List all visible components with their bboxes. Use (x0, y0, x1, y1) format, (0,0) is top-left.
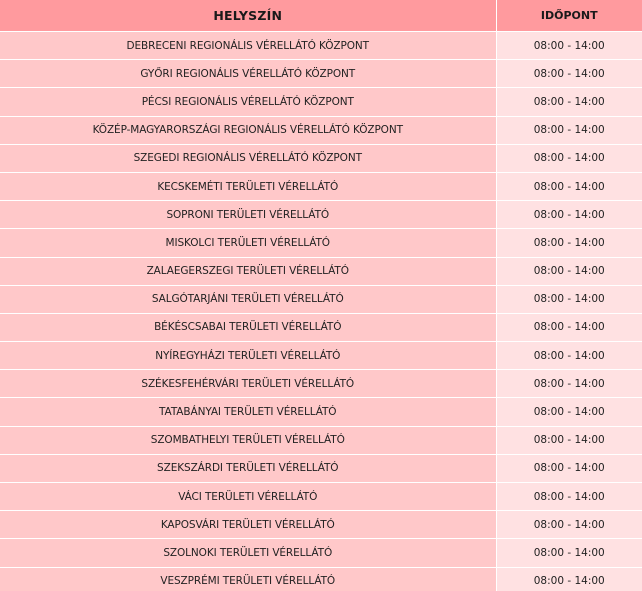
location-cell: ZALAEGERSZEGI TERÜLETI VÉRELLÁTÓ (0, 257, 496, 285)
table-row (0, 285, 642, 313)
location-cell: VÁCI TERÜLETI VÉRELLÁTÓ (0, 483, 496, 511)
time-cell: 08:00 - 14:00 (496, 511, 642, 539)
time-cell: 08:00 - 14:00 (496, 567, 642, 591)
table-row (0, 257, 642, 285)
table-row (0, 201, 642, 229)
time-column-header: IDŐPONT (496, 0, 642, 32)
table-row (0, 483, 642, 511)
time-cell: 08:00 - 14:00 (496, 426, 642, 454)
location-cell: SOPRONI TERÜLETI VÉRELLÁTÓ (0, 201, 496, 229)
time-cell: 08:00 - 14:00 (496, 172, 642, 200)
time-cell: 08:00 - 14:00 (496, 32, 642, 60)
table-row (0, 342, 642, 370)
time-cell: 08:00 - 14:00 (496, 229, 642, 257)
location-cell: SZEKSZÁRDI TERÜLETI VÉRELLÁTÓ (0, 454, 496, 482)
location-cell: BÉKÉSCSABAI TERÜLETI VÉRELLÁTÓ (0, 313, 496, 341)
table-row (0, 60, 642, 88)
time-cell: 08:00 - 14:00 (496, 342, 642, 370)
location-cell: KAPOSVÁRI TERÜLETI VÉRELLÁTÓ (0, 511, 496, 539)
location-cell: NYÍREGYHÁZI TERÜLETI VÉRELLÁTÓ (0, 342, 496, 370)
time-cell: 08:00 - 14:00 (496, 370, 642, 398)
time-cell: 08:00 - 14:00 (496, 257, 642, 285)
table-row (0, 567, 642, 591)
location-cell: VESZPRÉMI TERÜLETI VÉRELLÁTÓ (0, 567, 496, 591)
time-cell: 08:00 - 14:00 (496, 88, 642, 116)
location-cell: GYŐRI REGIONÁLIS VÉRELLÁTÓ KÖZPONT (0, 60, 496, 88)
location-cell: KÖZÉP-MAGYARORSZÁGI REGIONÁLIS VÉRELLÁTÓ KÖZPONT (0, 116, 496, 144)
location-cell: SZOMBATHELYI TERÜLETI VÉRELLÁTÓ (0, 426, 496, 454)
location-cell: SZÉKESFEHÉRVÁRI TERÜLETI VÉRELLÁTÓ (0, 370, 496, 398)
table-row (0, 88, 642, 116)
table-row (0, 511, 642, 539)
table-row (0, 398, 642, 426)
location-cell: TATABÁNYAI TERÜLETI VÉRELLÁTÓ (0, 398, 496, 426)
table-header-row (0, 0, 642, 32)
time-cell: 08:00 - 14:00 (496, 398, 642, 426)
location-cell: SALGÓTARJÁNI TERÜLETI VÉRELLÁTÓ (0, 285, 496, 313)
table-row (0, 144, 642, 172)
location-cell: DEBRECENI REGIONÁLIS VÉRELLÁTÓ KÖZPONT (0, 32, 496, 60)
table-row (0, 313, 642, 341)
location-cell: MISKOLCI TERÜLETI VÉRELLÁTÓ (0, 229, 496, 257)
table-row (0, 454, 642, 482)
time-cell: 08:00 - 14:00 (496, 60, 642, 88)
table-row (0, 32, 642, 60)
table-row (0, 229, 642, 257)
table-row (0, 426, 642, 454)
time-cell: 08:00 - 14:00 (496, 483, 642, 511)
location-cell: SZOLNOKI TERÜLETI VÉRELLÁTÓ (0, 539, 496, 567)
location-cell: PÉCSI REGIONÁLIS VÉRELLÁTÓ KÖZPONT (0, 88, 496, 116)
time-cell: 08:00 - 14:00 (496, 201, 642, 229)
location-column-header: HELYSZÍN (0, 0, 496, 32)
table-row (0, 370, 642, 398)
time-cell: 08:00 - 14:00 (496, 313, 642, 341)
table-row (0, 116, 642, 144)
table-row (0, 539, 642, 567)
time-cell: 08:00 - 14:00 (496, 144, 642, 172)
time-cell: 08:00 - 14:00 (496, 539, 642, 567)
time-cell: 08:00 - 14:00 (496, 285, 642, 313)
location-cell: SZEGEDI REGIONÁLIS VÉRELLÁTÓ KÖZPONT (0, 144, 496, 172)
table-row (0, 172, 642, 200)
time-cell: 08:00 - 14:00 (496, 454, 642, 482)
location-cell: KECSKEMÉTI TERÜLETI VÉRELLÁTÓ (0, 172, 496, 200)
time-cell: 08:00 - 14:00 (496, 116, 642, 144)
